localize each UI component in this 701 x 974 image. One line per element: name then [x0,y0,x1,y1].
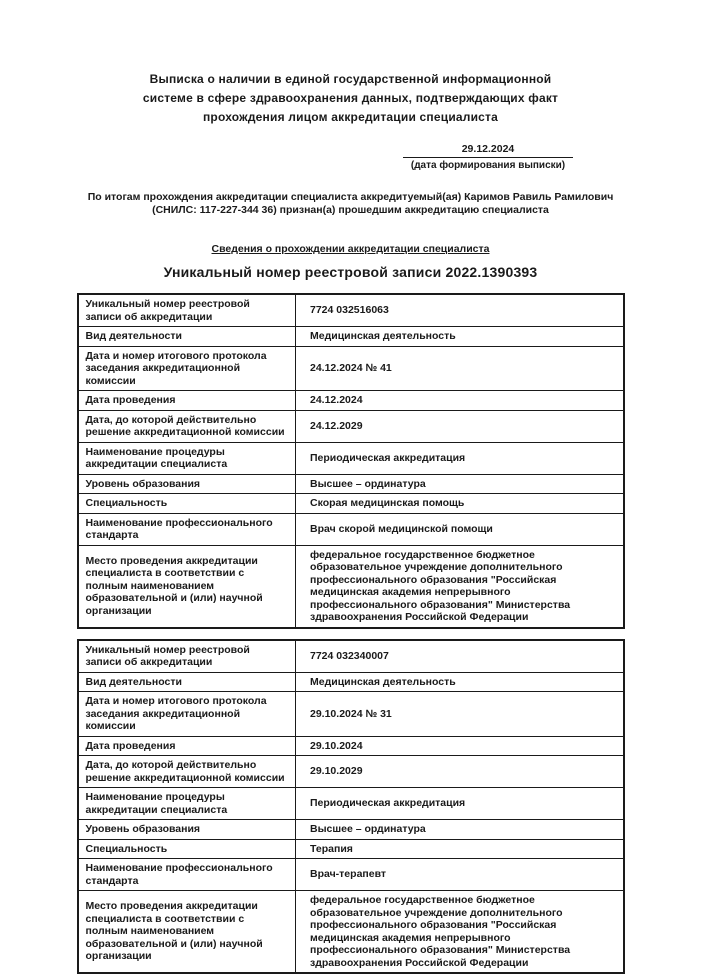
row-value: Периодическая аккредитация [296,788,624,820]
table-row [78,294,624,327]
row-value: 7724 032340007 [296,640,624,673]
table-row [78,859,624,891]
row-label: Дата, до которой действительно решение аккредитационной комиссии [78,410,296,442]
row-value: Врач скорой медицинской помощи [296,513,624,545]
row-label: Специальность [78,494,296,514]
row-label: Дата проведения [78,736,296,756]
row-value: Медицинская деятельность [296,327,624,347]
title-line-2: системе в сфере здравоохранения данных, подтверждающих факт [0,89,701,108]
table-row [78,736,624,756]
row-label: Дата и номер итогового протокола заседания аккредитационной комиссии [78,692,296,737]
extract-date-value: 29.12.2024 [403,142,573,158]
row-label: Место проведения аккредитации специалиста в соответствии с полным наименованием образовательной и (или) научной организации [78,891,296,974]
table-row [78,692,624,737]
row-label: Вид деятельности [78,327,296,347]
accreditation-table-1 [77,293,625,629]
section-heading: Сведения о прохождении аккредитации специалиста [0,243,701,255]
table-row [78,756,624,788]
row-value: 7724 032516063 [296,294,624,327]
row-value: Врач-терапевт [296,859,624,891]
row-label: Наименование профессионального стандарта [78,859,296,891]
row-label: Дата проведения [78,391,296,411]
extract-date-caption: (дата формирования выписки) [403,158,573,172]
row-value: 29.10.2024 [296,736,624,756]
table-row [78,672,624,692]
row-value: Периодическая аккредитация [296,442,624,474]
row-label: Уровень образования [78,820,296,840]
row-label: Специальность [78,839,296,859]
table-row [78,391,624,411]
table-row [78,410,624,442]
row-label: Уникальный номер реестровой записи об аккредитации [78,640,296,673]
title-line-1: Выписка о наличии в единой государственной информационной [0,70,701,89]
table-row [78,494,624,514]
table-row [78,327,624,347]
extract-date-block [403,142,573,172]
table-row [78,474,624,494]
row-label: Вид деятельности [78,672,296,692]
table-row [78,346,624,391]
row-label: Дата, до которой действительно решение аккредитационной комиссии [78,756,296,788]
row-value: 24.12.2029 [296,410,624,442]
table-row [78,513,624,545]
row-label: Уникальный номер реестровой записи об аккредитации [78,294,296,327]
row-value: федеральное государственное бюджетное образовательное учреждение дополнительного профессионального образования "Российская медицинская академия непрерывного профессионального образования" Министерства здравоохранения Российской Федерации [296,891,624,974]
row-value: федеральное государственное бюджетное образовательное учреждение дополнительного профессионального образования "Российская медицинская академия непрерывного профессионального образования" Министерства здравоохранения Российской Федерации [296,545,624,628]
row-value: 24.12.2024 № 41 [296,346,624,391]
row-value: Скорая медицинская помощь [296,494,624,514]
row-value: 29.10.2029 [296,756,624,788]
intro-paragraph: По итогам прохождения аккредитации специалиста аккредитуемый(ая) Каримов Равиль Рамилович (СНИЛС: 117-227-344 36) признан(а) прошедшим аккредитацию специалиста [78,191,623,217]
table-row [78,640,624,673]
row-value: Высшее – ординатура [296,820,624,840]
row-label: Наименование процедуры аккредитации специалиста [78,442,296,474]
row-label: Место проведения аккредитации специалиста в соответствии с полным наименованием образовательной и (или) научной организации [78,545,296,628]
row-value: 29.10.2024 № 31 [296,692,624,737]
row-label: Дата и номер итогового протокола заседания аккредитационной комиссии [78,346,296,391]
table-row [78,442,624,474]
table-row [78,839,624,859]
table-row [78,820,624,840]
title-line-3: прохождения лицом аккредитации специалиста [0,108,701,127]
row-value: Высшее – ординатура [296,474,624,494]
registry-number-heading: Уникальный номер реестровой записи 2022.1390393 [0,264,701,280]
row-value: Терапия [296,839,624,859]
table-row [78,891,624,974]
table-row [78,788,624,820]
row-label: Уровень образования [78,474,296,494]
accreditation-table-2 [77,639,625,974]
row-value: 24.12.2024 [296,391,624,411]
table-row [78,545,624,628]
row-label: Наименование профессионального стандарта [78,513,296,545]
row-label: Наименование процедуры аккредитации специалиста [78,788,296,820]
document-title [0,70,701,127]
row-value: Медицинская деятельность [296,672,624,692]
